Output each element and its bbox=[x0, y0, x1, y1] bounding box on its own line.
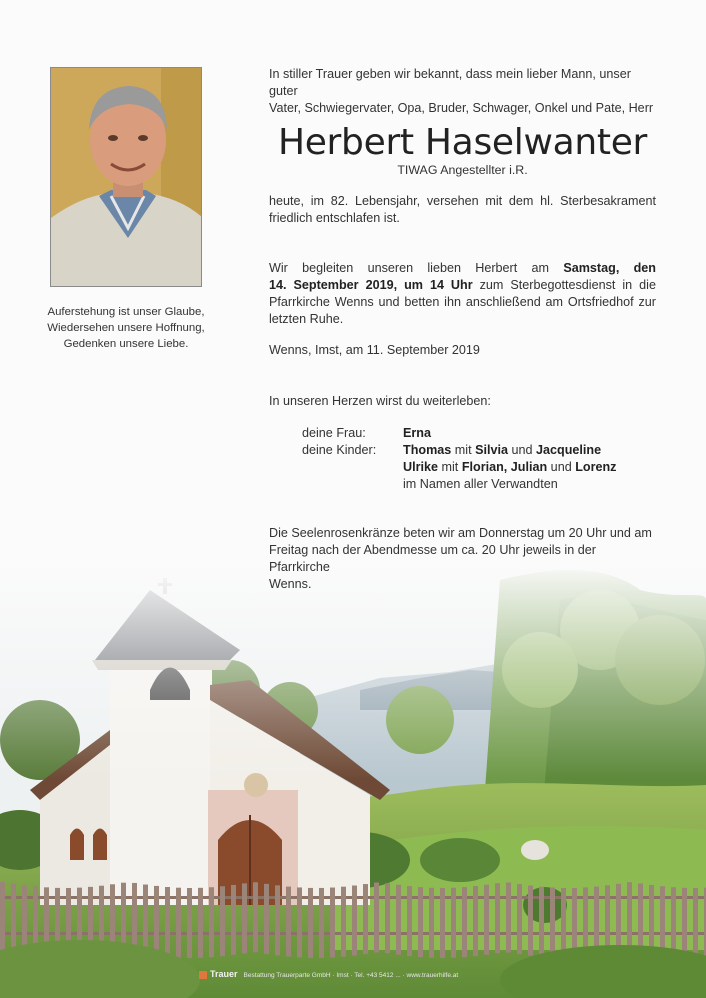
family-row-relatives bbox=[302, 476, 656, 493]
family-row-wife bbox=[302, 425, 656, 442]
family-name: Jacqueline bbox=[536, 443, 602, 457]
funeral-line: Pfarrkirche Wenns und betten ihn anschließend am Ortsfriedhof zur bbox=[269, 295, 656, 309]
footer-imprint bbox=[199, 967, 529, 981]
place-date: Wenns, Imst, am 11. September 2019 bbox=[269, 343, 480, 357]
deceased-name: Herbert Haselwanter bbox=[277, 122, 648, 163]
family-connector: und bbox=[508, 443, 537, 457]
family-relatives: im Namen aller Verwandten bbox=[403, 477, 558, 491]
family-row-children-2 bbox=[302, 459, 656, 476]
family-name: Silvia bbox=[475, 443, 508, 457]
family-label: deine Kinder: bbox=[302, 443, 377, 457]
intro-line: Vater, Schwiegervater, Opa, Bruder, Schwager, Onkel und Pate, Herr bbox=[269, 101, 654, 115]
family-connector: mit bbox=[438, 460, 462, 474]
footer-logo: Trauer bbox=[210, 969, 238, 979]
family-name: Ulrike bbox=[403, 460, 439, 474]
deceased-title: TIWAG Angestellter i.R. bbox=[397, 163, 528, 177]
passing-line: friedlich entschlafen ist. bbox=[269, 211, 400, 225]
family-connector: mit bbox=[451, 443, 476, 457]
rosary-paragraph bbox=[269, 525, 656, 593]
funeral-paragraph bbox=[269, 260, 656, 328]
rosary-line: Wenns. bbox=[269, 577, 312, 591]
hearts-line: In unseren Herzen wirst du weiterleben: bbox=[269, 394, 491, 408]
passing-line: heute, im 82. Lebensjahr, versehen mit dem hl. Sterbesakrament bbox=[269, 194, 656, 208]
motto-line: Gedenken unsere Liebe. bbox=[63, 338, 189, 350]
footer-text: Bestattung Trauerparte GmbH · Imst · Tel. +43 5412 ... · www.trauerhilfe.at bbox=[243, 972, 459, 979]
motto-line: Wiedersehen unsere Hoffnung, bbox=[47, 322, 205, 334]
funeral-time-bold: 14. September 2019, um 14 Uhr bbox=[269, 278, 473, 292]
passing-paragraph bbox=[269, 193, 656, 227]
chapel-landscape-image bbox=[0, 560, 706, 998]
chapel-scene-svg bbox=[0, 560, 706, 998]
funeral-text: zum Sterbegottesdienst in die bbox=[472, 278, 656, 292]
rosary-line: Freitag nach der Abendmesse um ca. 20 Uhr jeweils in der Pfarrkirche bbox=[269, 543, 596, 574]
family-name: Erna bbox=[403, 426, 431, 440]
logo-icon bbox=[199, 971, 207, 979]
funeral-line: letzten Ruhe. bbox=[269, 312, 344, 326]
family-label: deine Frau: bbox=[302, 426, 366, 440]
funeral-text: Wir begleiten unseren lieben Herbert am bbox=[269, 261, 564, 275]
portrait-figure-icon bbox=[51, 68, 202, 287]
family-name: Lorenz bbox=[575, 460, 617, 474]
intro-line: In stiller Trauer geben wir bekannt, dass mein lieber Mann, unser guter bbox=[269, 67, 631, 98]
family-name: Florian, Julian bbox=[461, 460, 548, 474]
motto-text bbox=[30, 304, 222, 352]
funeral-line bbox=[269, 260, 656, 277]
funeral-date-bold: Samstag, den bbox=[563, 261, 656, 275]
family-name: Thomas bbox=[403, 443, 452, 457]
family-connector: und bbox=[547, 460, 576, 474]
motto-line: Auferstehung ist unser Glaube, bbox=[47, 306, 205, 318]
rosary-line: Die Seelenrosenkränze beten wir am Donnerstag um 20 Uhr und am bbox=[269, 526, 652, 540]
funeral-line bbox=[269, 277, 656, 294]
family-row-children bbox=[302, 442, 656, 459]
intro-paragraph bbox=[269, 66, 656, 117]
portrait-photo bbox=[50, 67, 202, 287]
family-list bbox=[302, 425, 656, 493]
